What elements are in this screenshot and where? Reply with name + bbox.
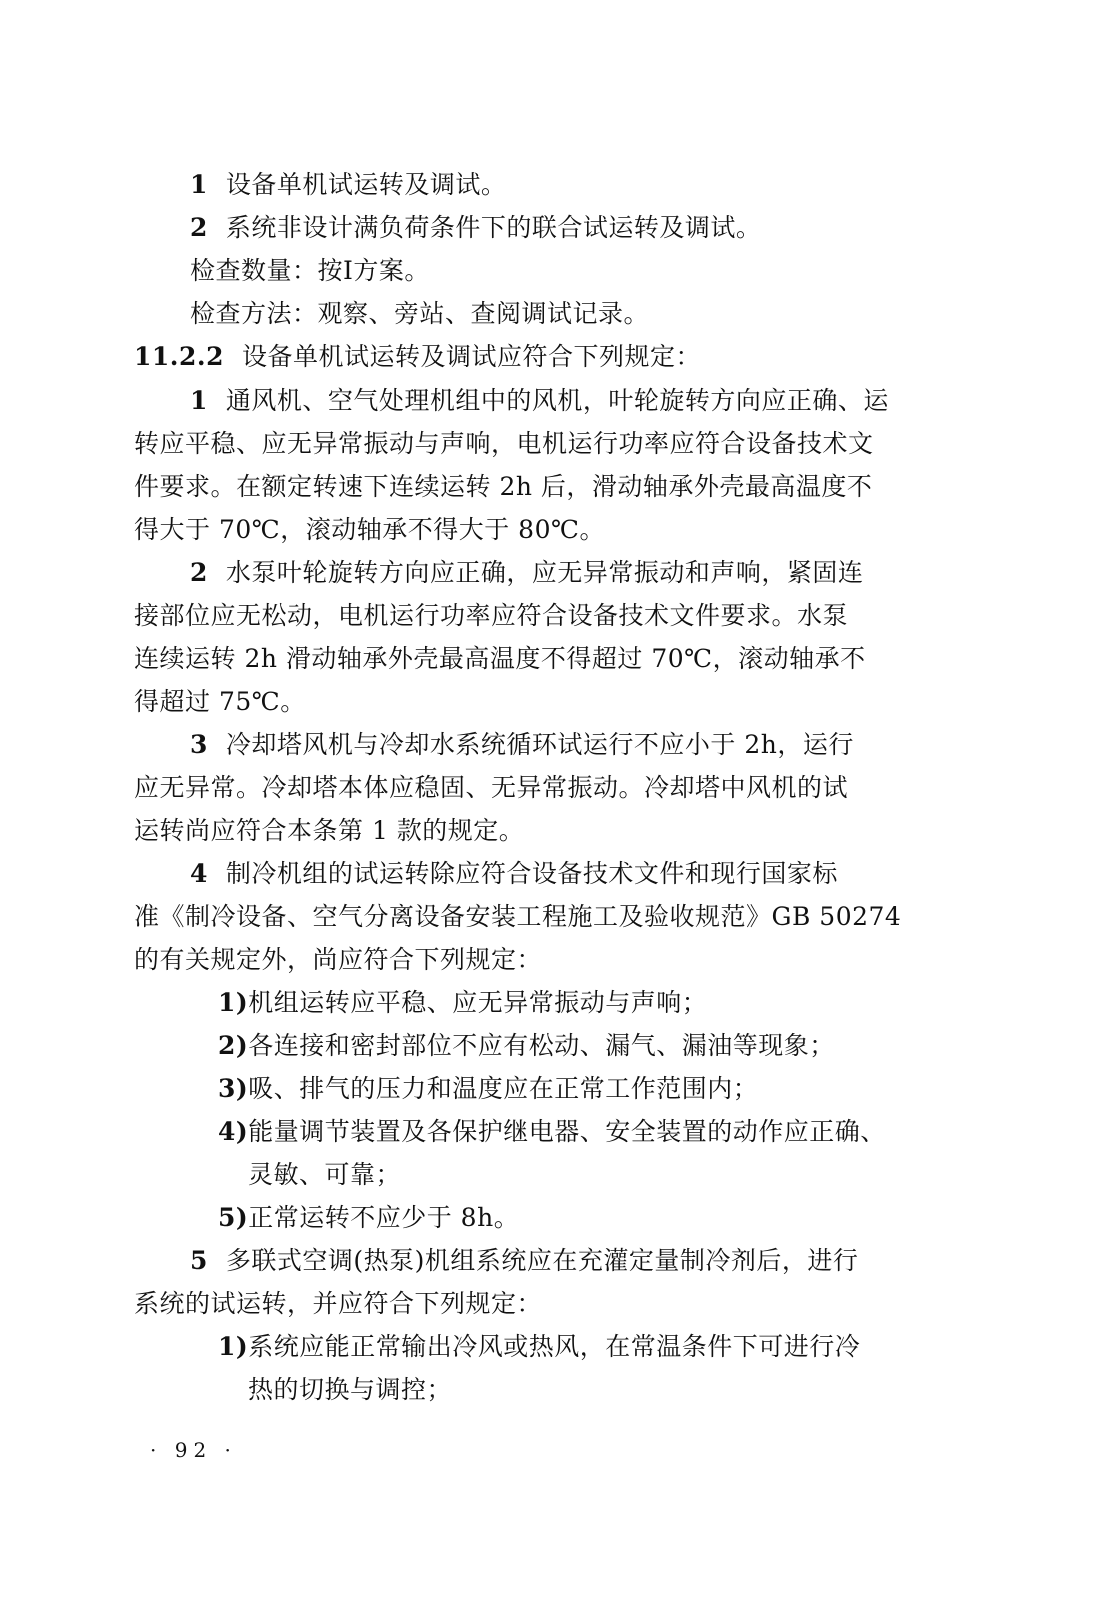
sub-item — [218, 1117, 886, 1147]
paragraph-line: 运转尚应符合本条第 1 款的规定。 — [134, 816, 525, 845]
sub-item-number: 4) — [218, 1117, 249, 1146]
item-number: 5 — [190, 1246, 208, 1275]
list-item — [190, 213, 761, 243]
paragraph-line: 应无异常。冷却塔本体应稳固、无异常振动。冷却塔中风机的试 — [134, 773, 849, 802]
paragraph-line: 的有关规定外，尚应符合下列规定： — [134, 945, 543, 974]
sub-item-number: 1) — [218, 988, 249, 1017]
item-number: 2 — [190, 558, 208, 587]
sub-item-number: 3) — [218, 1074, 249, 1103]
paragraph-line — [190, 386, 889, 416]
page-number: · 92 · — [150, 1438, 237, 1462]
item-text: 设备单机试运转及调试。 — [225, 170, 507, 199]
paragraph-text: 多联式空调(热泵)机组系统应在充灌定量制冷剂后，进行 — [225, 1246, 859, 1275]
paragraph-text: 水泵叶轮旋转方向应正确，应无异常振动和声响，紧固连 — [225, 558, 864, 587]
paragraph-line: 接部位应无松动，电机运行功率应符合设备技术文件要求。水泵 — [134, 601, 849, 630]
item-number: 1 — [190, 170, 208, 199]
paragraph-line: 转应平稳、应无异常振动与声响，电机运行功率应符合设备技术文 — [134, 429, 874, 458]
sub-item — [218, 988, 707, 1018]
paragraph-line — [190, 859, 838, 889]
clause-number: 11.2.2 — [134, 342, 224, 371]
paragraph-text: 冷却塔风机与冷却水系统循环试运行不应小于 2h，运行 — [225, 730, 854, 759]
inspection-method: 检查方法：观察、旁站、查阅调试记录。 — [190, 299, 650, 328]
paragraph-line: 准《制冷设备、空气分离设备安装工程施工及验收规范》GB 50274 — [134, 902, 902, 931]
sub-item-continuation: 灵敏、可靠； — [248, 1160, 402, 1189]
list-item — [190, 170, 506, 200]
clause-text: 设备单机试运转及调试应符合下列规定： — [242, 342, 702, 371]
sub-item-number: 1) — [218, 1332, 249, 1361]
paragraph-line: 系统的试运转，并应符合下列规定： — [134, 1289, 543, 1318]
item-number: 4 — [190, 859, 208, 888]
sub-item — [218, 1074, 758, 1104]
sub-item-text: 吸、排气的压力和温度应在正常工作范围内； — [248, 1074, 759, 1103]
paragraph-line — [190, 558, 863, 588]
sub-item-number: 2) — [218, 1031, 249, 1060]
sub-item-text: 机组运转应平稳、应无异常振动与声响； — [248, 988, 708, 1017]
sub-item — [218, 1332, 860, 1362]
paragraph-text: 制冷机组的试运转除应符合设备技术文件和现行国家标 — [225, 859, 838, 888]
sub-item — [218, 1031, 835, 1061]
sub-item-number: 5) — [218, 1203, 249, 1232]
paragraph-line: 得超过 75℃。 — [134, 687, 306, 716]
item-text: 系统非设计满负荷条件下的联合试运转及调试。 — [225, 213, 762, 242]
paragraph-line: 连续运转 2h 滑动轴承外壳最高温度不得超过 70℃，滚动轴承不 — [134, 644, 866, 673]
paragraph-line: 得大于 70℃，滚动轴承不得大于 80℃。 — [134, 515, 605, 544]
sub-item-text: 正常运转不应少于 8h。 — [248, 1203, 520, 1232]
paragraph-line — [190, 730, 854, 760]
clause-heading — [134, 342, 701, 372]
paragraph-line: 件要求。在额定转速下连续运转 2h 后，滑动轴承外壳最高温度不 — [134, 472, 873, 501]
sub-item-continuation: 热的切换与调控； — [248, 1375, 453, 1404]
paragraph-text: 通风机、空气处理机组中的风机，叶轮旋转方向应正确、运 — [225, 386, 889, 415]
paragraph-line — [190, 1246, 858, 1276]
sub-item-text: 能量调节装置及各保护继电器、安全装置的动作应正确、 — [248, 1117, 886, 1146]
sub-item-text: 各连接和密封部位不应有松动、漏气、漏油等现象； — [248, 1031, 835, 1060]
inspection-quantity: 检查数量：按Ⅰ方案。 — [190, 256, 430, 285]
item-number: 1 — [190, 386, 208, 415]
item-number: 2 — [190, 213, 208, 242]
sub-item — [218, 1203, 519, 1233]
sub-item-text: 系统应能正常输出冷风或热风，在常温条件下可进行冷 — [248, 1332, 861, 1361]
item-number: 3 — [190, 730, 208, 759]
